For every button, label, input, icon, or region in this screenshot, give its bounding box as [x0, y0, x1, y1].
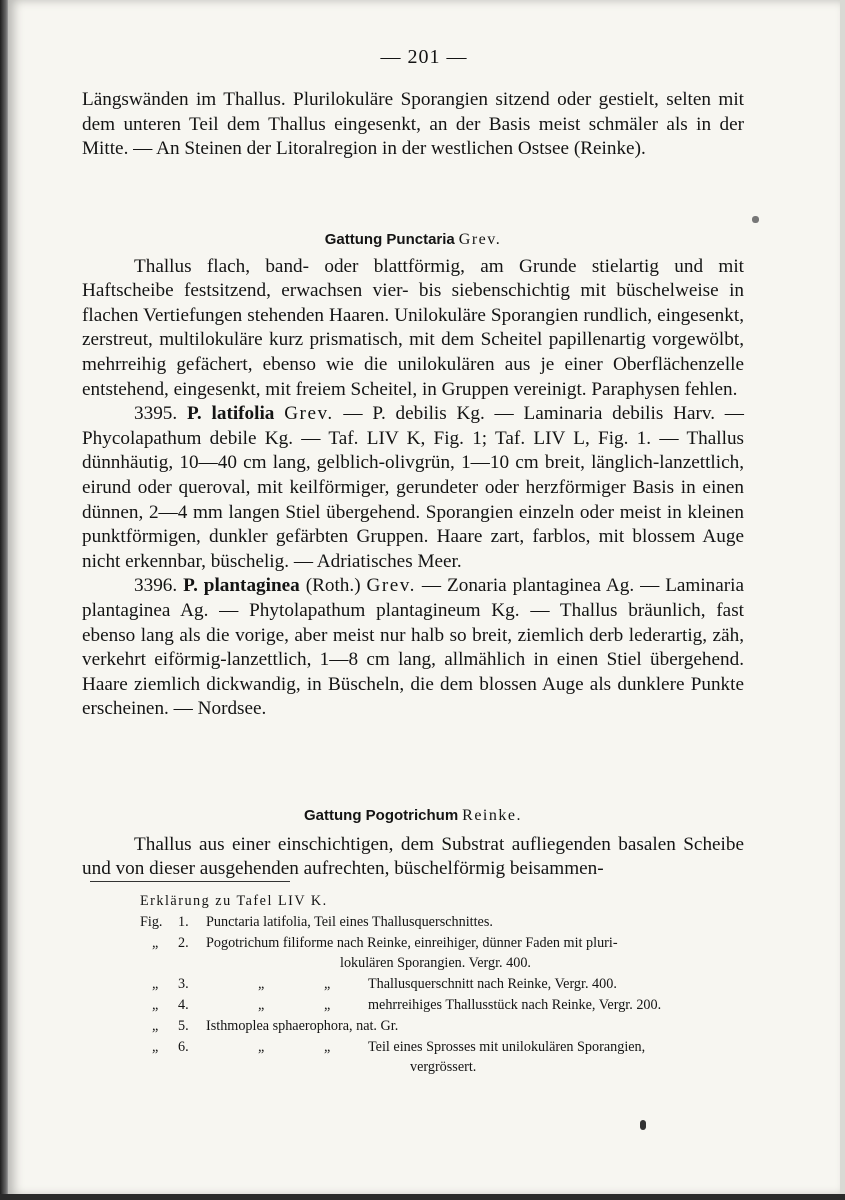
- legend-text: Pogotrichum filiforme nach Reinke, einreihiger, dünner Faden mit pluri-: [206, 934, 618, 951]
- ditto-mark: „: [324, 1038, 331, 1055]
- page-bottom-edge: [0, 1194, 845, 1200]
- footnote-rule: [90, 881, 290, 882]
- species-entry: [82, 574, 744, 722]
- legend-mark: Fig.: [140, 913, 163, 930]
- legend-number: 1.: [178, 913, 189, 930]
- legend-mark: „: [152, 1017, 159, 1034]
- species-entry: [82, 402, 744, 574]
- legend-mark: „: [152, 934, 159, 951]
- species-author: Grev.: [284, 403, 334, 425]
- heading-genus: Gattung Punctaria: [324, 231, 455, 248]
- legend-mark: „: [152, 976, 159, 993]
- species-number: 3396.: [134, 575, 178, 597]
- ditto-mark: „: [258, 996, 265, 1013]
- legend-text: mehrreihiges Thallusstück nach Reinke, Vergr. 200.: [368, 996, 662, 1013]
- genus-description: Thallus aus einer einschichtigen, dem Substrat aufliegenden basalen Scheibe und von dieser ausgehenden aufrechten, büschelförmig beisammen-: [82, 833, 744, 880]
- legend-number: 5.: [178, 1017, 189, 1034]
- legend-row: [140, 995, 744, 1016]
- species-number: 3395.: [134, 403, 178, 425]
- legend-text: Teil eines Sprosses mit unilokulären Sporangien,: [368, 1038, 646, 1055]
- legend-number: 3.: [178, 976, 189, 993]
- species-text: — Zonaria plantaginea Ag. — Laminaria plantaginea Ag. — Phytolapathum plantagineum Kg. — Thallus bräunlich, fast ebenso lang als die vorige, aber meist nur halb so breit, ziemlich derb lederartig, zäh, verkehrt eiförmig-lanzettlich, 1—8 cm lang, allmählich in einen Stiel übergehend. Haare ziemlich dickwandig, in Büscheln, die dem blossen Auge als dunklere Punkte erscheinen. — Nordsee.: [82, 575, 745, 720]
- legend-continuation: vergrössert.: [410, 1059, 477, 1076]
- legend-text: Isthmoplea sphaerophora, nat. Gr.: [206, 1017, 399, 1034]
- ditto-mark: „: [258, 976, 265, 993]
- species-author-pre: (Roth.): [305, 575, 361, 597]
- species-name: P. latifolia: [186, 403, 275, 425]
- heading-genus: Gattung Pogotrichum: [304, 807, 459, 824]
- section-heading: [82, 804, 744, 829]
- species-name: P. plantaginea: [183, 575, 300, 597]
- scan-speck: [752, 216, 759, 223]
- legend-mark: „: [152, 996, 159, 1013]
- legend-text: Thallusquerschnitt nach Reinke, Vergr. 400.: [368, 976, 617, 993]
- legend-number: 2.: [178, 934, 189, 951]
- legend-row: [140, 1016, 744, 1037]
- section-pogotrichum: [82, 804, 744, 882]
- intro-paragraph: [82, 88, 744, 162]
- legend-title: Erklärung zu Tafel LIV K.: [140, 893, 328, 909]
- genus-description: Thallus flach, band- oder blattförmig, am Grunde stielartig und mit Haftscheibe festsitzend, erwachsen vier- bis siebenschichtig mit büschelweise in flachen Vertiefungen stehenden Haaren. Unilokuläre Sporangien rundlich, eingesenkt, zerstreut, multilokuläre kurz prismatisch, mit dem Scheitel papillenartig vorgewölbt, mehrreihig gefächert, ebenso wie die unilokulären aus je einer Oberflächenzelle entstehend, eingesenkt, mit freiem Scheitel, in Gruppen vereinigt. Paraphysen fehlen.: [82, 255, 744, 400]
- legend-row: [140, 933, 744, 954]
- legend-row: [140, 1037, 744, 1058]
- heading-author: Reinke.: [462, 807, 522, 824]
- legend-mark: „: [152, 1038, 159, 1055]
- legend-row: [140, 974, 744, 995]
- intro-text: Längswänden im Thallus. Plurilokuläre Sporangien sitzend oder gestielt, selten mit dem unteren Teil dem Thallus eingesenkt, an der Basis meist schmäler als in der Mitte. — An Steinen der Litoralregion in der westlichen Ostsee (Reinke).: [82, 89, 744, 160]
- ditto-mark: „: [324, 976, 331, 993]
- page-number: — 201 —: [380, 46, 468, 68]
- section-heading: [82, 228, 744, 253]
- ditto-mark: „: [324, 996, 331, 1013]
- legend-number: 6.: [178, 1038, 189, 1055]
- heading-author: Grev.: [458, 231, 502, 248]
- species-author: Grev.: [366, 575, 416, 597]
- legend-row: [140, 912, 744, 933]
- legend-continuation: lokulären Sporangien. Vergr. 400.: [340, 955, 531, 972]
- section-punctaria: [82, 228, 744, 722]
- legend-number: 4.: [178, 996, 189, 1013]
- scan-speck: [640, 1120, 646, 1130]
- species-text: — P. debilis Kg. — Laminaria debilis Harv. — Phycolapathum debile Kg. — Taf. LIV K, Fig. 1; Taf. LIV L, Fig. 1. — Thallus dünnhäutig, 10—40 cm lang, gelblich-olivgrün, 1—10 cm breit, länglich-lanzettlich, eirund oder queroval, mit keilförmiger, gerundeter oder herzförmiger Basis in einen dünnen, 2—4 mm langen Stiel übergehend. Sporangien einzeln oder meist in kleinen punktförmigen, dunkler gefärbten Gruppen. Haare zart, farblos, mit blossem Auge nicht erkennbar, büschelig. — Adriatisches Meer.: [82, 403, 744, 572]
- legend-text: Punctaria latifolia, Teil eines Thallusquerschnittes.: [206, 913, 493, 930]
- plate-legend: [140, 891, 744, 1078]
- ditto-mark: „: [258, 1038, 265, 1055]
- document-page: [8, 0, 840, 1196]
